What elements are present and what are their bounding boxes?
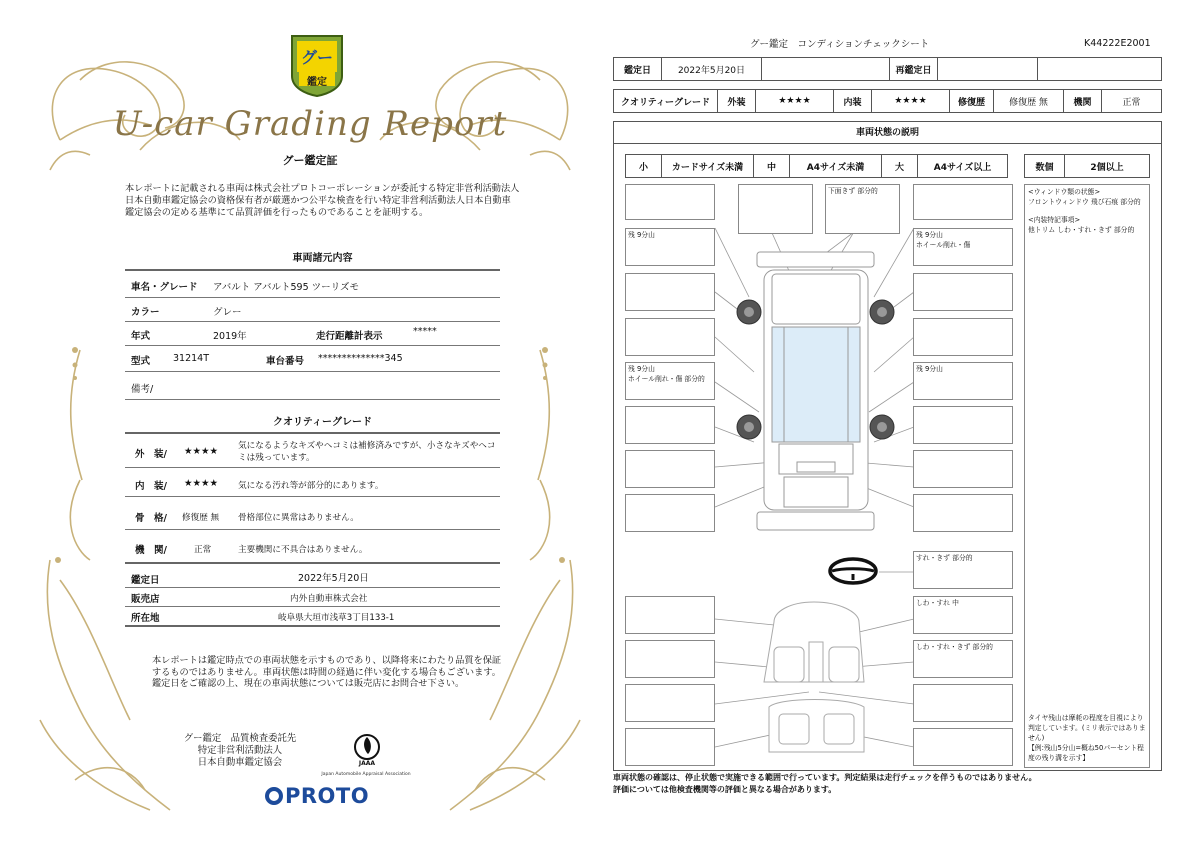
interior-notes-text: 他トリム しわ・すれ・きず 部分的	[1028, 226, 1135, 234]
box-text: しわ・すれ・きず 部分的	[916, 643, 993, 651]
size-large: 大	[882, 155, 918, 177]
jaaa-caption: Japan Automobile Appraisal Association	[321, 772, 411, 777]
damage-box-left-front-tire	[625, 228, 715, 266]
certificate-intro: 本レポートに記載される車両は株式会社プロトコーポレーションが委託する特定非営利活動法人日本自動車鑑定協会の資格保有者が厳選かつ公平な検査を行い特定非営利活動法人日本自動車鑑定協会の定める基準にて品質評価を行ったものであることを証明する。	[125, 183, 520, 218]
box-text: すれ・きず 部分的	[916, 554, 973, 562]
box-text: 残 9分山	[916, 231, 943, 239]
certificate-subtitle: グー鑑定証	[282, 154, 338, 167]
damage-box	[625, 184, 715, 220]
damage-box	[913, 728, 1013, 766]
grade-heading: クオリティーグレード	[273, 417, 372, 428]
notes-box	[1024, 184, 1150, 768]
window-notes-head: <ウィンドウ類の状態>	[1028, 188, 1101, 196]
dealer-label: 販売店	[131, 594, 160, 605]
jaaa-logo-icon	[342, 732, 392, 777]
damage-box	[625, 406, 715, 444]
damage-box	[913, 406, 1013, 444]
frame-label: 骨 格/	[135, 513, 167, 524]
damage-box	[913, 318, 1013, 356]
date-row	[613, 57, 1162, 81]
exterior-label: 外 装/	[135, 449, 167, 460]
damage-box	[913, 450, 1013, 488]
size-small: 小	[626, 155, 662, 177]
jaaa-label: JAAA	[358, 760, 376, 767]
year-value: 2019年	[213, 331, 247, 342]
damage-box-steering	[913, 551, 1013, 589]
box-text: 残 9分山	[628, 365, 655, 373]
disclaimer-line: 評価については他検査機関等の評価と異なる場合があります。	[613, 785, 837, 794]
proto-mark-icon	[265, 787, 283, 805]
engine-comment: 主要機関に不具合はありません。	[238, 545, 368, 555]
date-value: 2022年5月20日	[298, 573, 369, 584]
divider	[125, 297, 500, 298]
damage-box	[913, 184, 1013, 220]
issuer-line: 特定非営利活動法人	[197, 745, 283, 756]
box-text: ホイール削れ・傷 部分的	[628, 375, 705, 383]
certificate-footer: 本レポートは鑑定時点での車両状態を示すものであり、以降将来にわたり品質を保証するものではありません。車両状態は時間の経過に伴い変化する場合もございます。鑑定日をご確認の上、現在の車両状態については販売店にお問合せ下さい。	[152, 655, 502, 689]
chassis-label: 車台番号	[266, 356, 305, 367]
proto-logo	[265, 784, 369, 808]
model-label: 型式	[131, 356, 151, 367]
quality-label: クオリティーグレード	[614, 90, 718, 112]
damage-box-seat	[913, 596, 1013, 634]
color-label: カラー	[131, 307, 160, 318]
interior-label: 内装	[834, 90, 872, 112]
issuer-line: グー鑑定 品質検査委託先	[183, 733, 297, 744]
blank-cell	[1038, 58, 1161, 80]
grading-certificate	[20, 20, 600, 835]
svg-text:グー: グー	[300, 48, 334, 67]
box-text: 残 9分山	[628, 231, 655, 239]
date-value: 2022年5月20日	[662, 58, 762, 80]
name-label: 車名・グレード	[131, 282, 198, 293]
engine-label: 機 関/	[135, 545, 167, 556]
count-desc: 2個以上	[1090, 162, 1124, 173]
divider	[125, 399, 500, 400]
size-mid: 中	[754, 155, 790, 177]
divider	[125, 529, 500, 530]
window-notes-text: フロントウィンドウ 飛び石痕 部分的	[1028, 198, 1141, 206]
tire-note: タイヤ残山は摩耗の程度を目視により判定しています。(ミリ表示ではありません)	[1028, 714, 1146, 742]
goo-kantei-badge-icon	[288, 32, 346, 98]
report-title: U-car Grading Report	[112, 104, 508, 144]
divider	[125, 625, 500, 627]
date-label: 鑑定日	[614, 58, 662, 80]
reinspect-label: 再鑑定日	[890, 58, 938, 80]
odometer-value: *****	[413, 326, 437, 337]
size-small-desc: カードサイズ未満	[662, 155, 754, 177]
odometer-label: 走行距離計表示	[316, 331, 383, 342]
damage-box-seat	[913, 640, 1013, 678]
interior-notes-head: <内装特記事項>	[1028, 216, 1081, 224]
color-value: グレー	[213, 307, 242, 318]
size-mid-desc: A4サイズ未満	[790, 155, 882, 177]
address-label: 所在地	[131, 613, 160, 624]
divider	[125, 496, 500, 497]
box-text: ホイール削れ・傷	[916, 241, 971, 249]
interior-value: ★★★★	[872, 90, 950, 112]
interior-stars: ★★★★	[184, 478, 219, 489]
damage-box	[625, 640, 715, 678]
count-label: 数個	[1025, 155, 1065, 177]
damage-box	[625, 450, 715, 488]
year-label: 年式	[131, 331, 151, 342]
damage-box	[625, 684, 715, 722]
divider	[125, 562, 500, 564]
damage-box	[913, 494, 1013, 532]
divider	[125, 587, 500, 588]
sheet-title: グー鑑定 コンディションチェックシート	[750, 39, 930, 50]
interior-label: 内 装/	[135, 481, 167, 492]
divider	[125, 432, 500, 434]
box-text: しわ・すれ 中	[916, 599, 959, 607]
name-value: アバルト アバルト595 ツーリズモ	[213, 282, 359, 293]
divider	[125, 606, 500, 607]
divider	[125, 321, 500, 322]
divider	[125, 371, 500, 372]
damage-box	[738, 184, 813, 234]
damage-box	[625, 494, 715, 532]
chassis-value: **************345	[318, 353, 403, 364]
size-large-desc: A4サイズ以上	[933, 162, 992, 173]
count-legend	[1024, 154, 1150, 178]
exterior-comment: 気になるようなキズやヘコミは補修済みですが、小さなキズやヘコミは残っています。	[238, 441, 496, 463]
damage-box	[625, 728, 715, 766]
dealer-value: 内外自動車株式会社	[290, 594, 368, 604]
exterior-stars: ★★★★	[184, 446, 219, 457]
damage-box-right-rear-tire	[913, 362, 1013, 400]
condition-panel	[613, 121, 1162, 771]
damage-box	[913, 273, 1013, 311]
damage-box	[913, 684, 1013, 722]
spec-heading: 車両諸元内容	[292, 253, 353, 264]
box-text: 残 9分山	[916, 365, 943, 373]
box-text: 下面きず 部分的	[828, 187, 878, 195]
condition-heading: 車両状態の説明	[614, 122, 1161, 144]
issuer-line: 日本自動車鑑定協会	[197, 757, 283, 768]
divider	[125, 345, 500, 346]
engine-label: 機関	[1064, 90, 1102, 112]
damage-box	[625, 596, 715, 634]
blank-cell	[762, 58, 890, 80]
date-label: 鑑定日	[131, 575, 160, 586]
damage-box	[625, 273, 715, 311]
damage-box-right-front-tire	[913, 228, 1013, 266]
damage-box	[625, 318, 715, 356]
grade-row	[613, 89, 1162, 113]
issuer-block	[175, 733, 305, 769]
condition-check-sheet	[600, 30, 1170, 810]
divider	[125, 467, 500, 468]
exterior-value: ★★★★	[756, 90, 834, 112]
engine-value: 正常	[1122, 97, 1141, 108]
divider	[125, 269, 500, 271]
badge-label: 鑑定	[307, 77, 327, 88]
repair-label: 修復歴	[950, 90, 994, 112]
model-value: 31214T	[173, 353, 210, 364]
frame-comment: 骨格部位に異常はありません。	[238, 513, 359, 523]
tire-example: 【例:残山5分山=概ね50パーセント程度の残り溝を示す】	[1028, 744, 1144, 762]
engine-value: 正常	[194, 545, 212, 555]
damage-box-underbody	[825, 184, 900, 234]
address-value: 岐阜県大垣市浅草3丁目133-1	[278, 613, 395, 623]
sheet-reference: K44222E2001	[1084, 38, 1151, 49]
interior-comment: 気になる汚れ等が部分的にあります。	[238, 481, 384, 491]
remarks-label: 備考/	[131, 384, 154, 395]
reinspect-value	[938, 58, 1038, 80]
disclaimer-line: 車両状態の確認は、停止状態で実施できる範囲で行っています。判定結果は走行チェックを伴うものではありません。	[613, 773, 1037, 782]
proto-wordmark: PROTO	[285, 784, 370, 808]
repair-value: 修復歴 無	[994, 90, 1064, 112]
frame-value: 修復歴 無	[182, 513, 220, 523]
exterior-label: 外装	[718, 90, 756, 112]
damage-box-left-rear-tire	[625, 362, 715, 400]
